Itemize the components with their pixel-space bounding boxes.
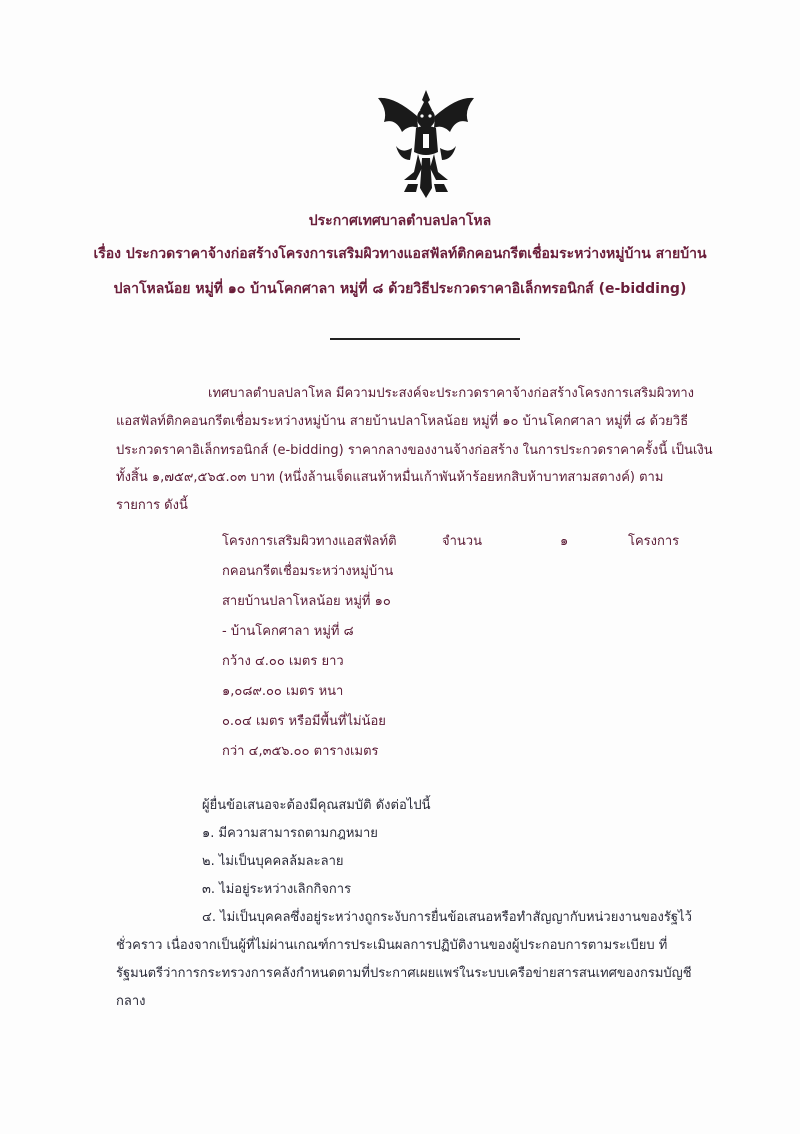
qualification-heading: ผู้ยื่นข้อเสนอจะต้องมีคุณสมบัติ ดังต่อไปนี้ bbox=[202, 798, 431, 813]
garuda-emblem bbox=[374, 88, 478, 200]
quantity-label: จำนวน bbox=[442, 534, 482, 549]
divider-line bbox=[330, 338, 520, 340]
qualification-item: ๒. ไม่เป็นบุคคลล้มละลาย bbox=[202, 854, 344, 869]
item-description-line: - บ้านโคกศาลา หมู่ที่ ๘ bbox=[222, 624, 354, 639]
qualification-item: ๔. ไม่เป็นบุคคลซึ่งอยู่ระหว่างถูกระงับการยื่นข้อเสนอหรือทำสัญญากับหน่วยงานของรัฐไว้ bbox=[202, 910, 692, 925]
subject-line-1: เรื่อง ประกวดราคาจ้างก่อสร้างโครงการเสริมผิวทางแอสฟัลท์ติกคอนกรีตเชื่อมระหว่างหมู่บ้าน สายบ้าน bbox=[93, 246, 707, 262]
item-description-line: กคอนกรีตเชื่อมระหว่างหมู่บ้าน bbox=[222, 564, 394, 579]
item-description-line: สายบ้านปลาโหลน้อย หมู่ที่ ๑๐ bbox=[222, 594, 391, 609]
intro-line: รายการ ดังนี้ bbox=[116, 498, 188, 513]
qualification-item: ๓. ไม่อยู่ระหว่างเลิกกิจการ bbox=[202, 882, 352, 897]
intro-line: แอสฟัลท์ติกคอนกรีตเชื่อมระหว่างหมู่บ้าน สายบ้านปลาโหลน้อย หมู่ที่ ๑๐ บ้านโคกศาลา หมู่ที่ ๘ ด้วยวิธี bbox=[116, 414, 689, 429]
item-description-line: กว้าง ๔.๐๐ เมตร ยาว bbox=[222, 654, 344, 669]
intro-line: ทั้งสิ้น ๑,๗๕๙,๕๖๕.๐๓ บาท (หนึ่งล้านเจ็ดแสนห้าหมื่นเก้าพันห้าร้อยหกสิบห้าบาทสามสตางค์) ตาม bbox=[116, 470, 664, 485]
item-description-line: ๑,๐๘๙.๐๐ เมตร หนา bbox=[222, 684, 344, 699]
intro-line: ประกวดราคาอิเล็กทรอนิกส์ (e-bidding) ราคากลางของงานจ้างก่อสร้าง ในการประกวดราคาครั้งนี้ เป็นเงิน bbox=[116, 443, 713, 458]
intro-line: เทศบาลตำบลปลาโหล มีความประสงค์จะประกวดราคาจ้างก่อสร้างโครงการเสริมผิวทาง bbox=[208, 386, 694, 401]
announcement-title: ประกาศเทศบาลตำบลปลาโหล bbox=[308, 213, 492, 229]
subject-line-2: ปลาโหลน้อย หมู่ที่ ๑๐ บ้านโคกศาลา หมู่ที่ ๘ ด้วยวิธีประกวดราคาอิเล็กทรอนิกส์ (e-bidding) bbox=[113, 281, 687, 297]
qualification-continuation: รัฐมนตรีว่าการกระทรวงการคลังกำหนดตามที่ประกาศเผยแพร่ในระบบเครือข่ายสารสนเทศของกรมบัญชี bbox=[116, 966, 692, 981]
item-description-line: ๐.๐๔ เมตร หรือมีพื้นที่ไม่น้อย bbox=[222, 714, 386, 729]
qualification-continuation: กลาง bbox=[116, 994, 146, 1009]
item-description-line: กว่า ๔,๓๕๖.๐๐ ตารางเมตร bbox=[222, 744, 379, 759]
qualification-continuation: ชั่วคราว เนื่องจากเป็นผู้ที่ไม่ผ่านเกณฑ์การประเมินผลการปฏิบัติงานของผู้ประกอบการตามระเบียบ ที่ bbox=[116, 938, 668, 953]
item-description-line: โครงการเสริมผิวทางแอสฟัลท์ติ bbox=[222, 534, 397, 549]
quantity-value: ๑ bbox=[560, 534, 569, 549]
qualification-item: ๑. มีความสามารถตามกฎหมาย bbox=[202, 826, 378, 841]
quantity-unit: โครงการ bbox=[628, 534, 680, 549]
